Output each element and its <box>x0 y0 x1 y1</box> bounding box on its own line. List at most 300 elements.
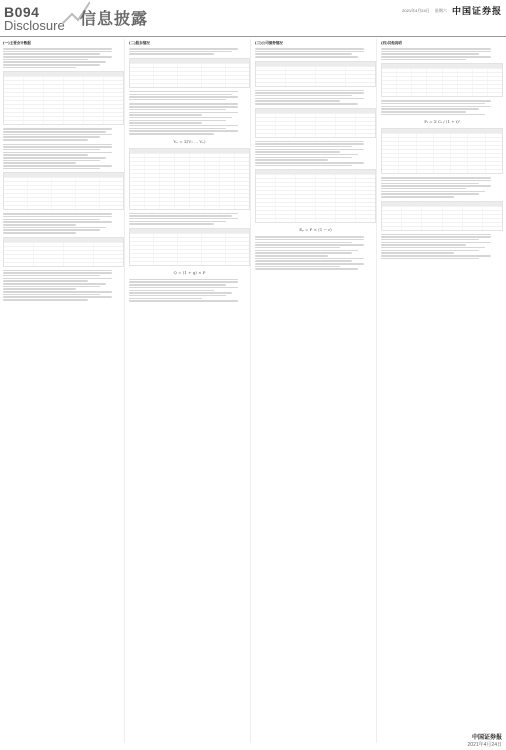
table-cell <box>130 84 154 87</box>
table-cell <box>256 79 286 82</box>
table-cell <box>356 183 375 186</box>
table-cell <box>412 81 427 84</box>
table-cell <box>64 251 94 254</box>
table-cell <box>4 263 34 266</box>
table-cell <box>52 182 76 185</box>
table-cell <box>468 146 485 149</box>
table-cell <box>316 114 336 117</box>
text-line <box>3 299 88 301</box>
table-row <box>382 133 502 137</box>
table-cell <box>205 190 220 193</box>
table-cell <box>175 202 190 205</box>
text-line <box>129 287 238 289</box>
table-cell <box>24 109 44 112</box>
table-cell <box>4 121 24 124</box>
table-cell <box>399 154 416 157</box>
table-cell <box>397 85 412 88</box>
table-cell <box>276 179 296 182</box>
table-cell <box>286 83 316 86</box>
text-line <box>129 281 238 283</box>
formula: Vₙ = Σ(V₁ … Vₙ) <box>173 138 206 144</box>
text-line <box>3 131 106 133</box>
text-line <box>3 152 112 154</box>
page-subtitle: Disclosure <box>4 18 65 33</box>
text-line <box>129 53 214 55</box>
table-cell <box>154 254 178 257</box>
table-cell <box>235 202 249 205</box>
text-line <box>381 244 466 246</box>
table-cell <box>76 190 100 193</box>
data-table <box>129 58 250 88</box>
table-row <box>4 116 123 120</box>
table-cell <box>226 246 249 249</box>
table-cell <box>382 158 399 161</box>
text-paragraph <box>3 128 124 140</box>
table-cell <box>276 134 296 137</box>
table-cell <box>202 250 226 253</box>
text-line <box>381 51 491 53</box>
table-row <box>256 82 375 86</box>
table-cell <box>100 182 123 185</box>
table-cell <box>44 105 64 108</box>
table-cell <box>64 93 84 96</box>
table-cell <box>76 178 100 181</box>
text-line <box>3 219 100 221</box>
table-cell <box>336 183 356 186</box>
table-row <box>130 83 249 87</box>
table-row <box>130 181 249 185</box>
table-cell <box>256 203 276 206</box>
table-cell <box>202 258 226 261</box>
table-cell <box>316 203 336 206</box>
text-line <box>255 143 364 145</box>
table-cell <box>84 101 104 104</box>
text-line <box>381 59 466 61</box>
table-cell <box>64 85 84 88</box>
text-paragraph <box>381 48 503 60</box>
table-cell <box>202 238 226 241</box>
text-line <box>255 51 364 53</box>
table-cell <box>84 121 104 124</box>
table-cell <box>336 191 356 194</box>
table-cell <box>356 126 375 129</box>
table-cell <box>488 89 502 92</box>
table-cell <box>382 77 397 80</box>
table-row <box>130 233 249 237</box>
text-line <box>3 67 76 69</box>
text-line <box>129 112 238 114</box>
table-row <box>382 157 502 161</box>
table-cell <box>4 97 24 100</box>
table-cell <box>130 262 154 265</box>
table-cell <box>145 154 160 157</box>
table-cell <box>4 113 24 116</box>
table-cell <box>402 227 422 230</box>
table-cell <box>346 75 375 78</box>
table-cell <box>382 73 397 76</box>
table-cell <box>422 223 442 226</box>
table-cell <box>434 138 451 141</box>
table-cell <box>336 207 356 210</box>
text-line <box>129 114 202 116</box>
text-line <box>3 216 112 218</box>
table-cell <box>256 215 276 218</box>
table-cell <box>145 178 160 181</box>
table-cell <box>190 154 205 157</box>
table-cell <box>226 76 249 79</box>
table-cell <box>235 190 249 193</box>
table-row <box>4 96 123 100</box>
table-cell <box>412 89 427 92</box>
table-row <box>4 201 123 205</box>
table-cell <box>34 263 64 266</box>
text-line <box>3 213 112 215</box>
table-cell <box>202 76 226 79</box>
table-row <box>130 197 249 201</box>
text-line <box>381 196 454 198</box>
table-cell <box>104 89 123 92</box>
text-paragraph <box>255 48 376 58</box>
table-cell <box>154 234 178 237</box>
table-row <box>382 206 502 210</box>
table-cell <box>316 195 336 198</box>
table-cell <box>256 195 276 198</box>
text-line <box>129 213 238 215</box>
table-cell <box>427 93 442 96</box>
table-cell <box>434 146 451 149</box>
text-line <box>255 141 364 143</box>
table-cell <box>130 80 154 83</box>
table-cell <box>84 109 104 112</box>
table-cell <box>356 219 375 222</box>
text-paragraph <box>3 144 124 170</box>
table-row <box>130 67 249 71</box>
table-row <box>4 246 123 250</box>
table-cell <box>382 142 399 145</box>
text-line <box>255 98 364 100</box>
table-cell <box>402 223 422 226</box>
table-cell <box>336 215 356 218</box>
table-row <box>130 245 249 249</box>
table-cell <box>84 117 104 120</box>
table-cell <box>100 194 123 197</box>
table-cell <box>220 202 235 205</box>
table-cell <box>443 219 463 222</box>
table-cell <box>488 85 502 88</box>
text-line <box>3 280 88 282</box>
table-cell <box>316 211 336 214</box>
table-cell <box>104 97 123 100</box>
table-row <box>256 218 375 222</box>
text-line <box>255 266 340 268</box>
table-cell <box>458 77 473 80</box>
table-row <box>130 237 249 241</box>
table-cell <box>256 175 276 178</box>
table-cell <box>397 93 412 96</box>
table-cell <box>104 85 123 88</box>
table-cell <box>382 162 399 165</box>
table-row <box>382 214 502 218</box>
table-cell <box>145 202 160 205</box>
table-cell <box>443 215 463 218</box>
text-line <box>381 247 485 249</box>
table-cell <box>316 75 346 78</box>
table-cell <box>412 69 427 72</box>
table-row <box>4 88 123 92</box>
text-line <box>3 157 106 159</box>
table-cell <box>488 77 502 80</box>
table-cell <box>256 75 286 78</box>
table-cell <box>175 158 190 161</box>
table-cell <box>4 259 34 262</box>
table-cell <box>145 190 160 193</box>
table-cell <box>190 174 205 177</box>
table-cell <box>296 187 316 190</box>
table-cell <box>130 68 154 71</box>
table-row <box>130 193 249 197</box>
table-cell <box>235 170 249 173</box>
table-cell <box>84 89 104 92</box>
table-cell <box>382 150 399 153</box>
table-row <box>130 79 249 83</box>
table-cell <box>256 114 276 117</box>
text-line <box>255 162 364 164</box>
table-cell <box>154 80 178 83</box>
text-line <box>3 154 88 156</box>
table-cell <box>64 97 84 100</box>
table-cell <box>100 186 123 189</box>
table-cell <box>130 170 145 173</box>
table-cell <box>458 93 473 96</box>
table-cell <box>130 258 154 261</box>
table-cell <box>256 207 276 210</box>
footer-edition: 中国证券报 <box>471 734 502 741</box>
table-cell <box>417 170 434 173</box>
table-cell <box>4 77 24 80</box>
table-cell <box>4 247 34 250</box>
table-cell <box>412 73 427 76</box>
table-cell <box>316 215 336 218</box>
table-cell <box>130 242 154 245</box>
text-line <box>129 99 226 101</box>
table-cell <box>175 162 190 165</box>
table-row <box>130 253 249 257</box>
text-line <box>3 227 106 229</box>
table-cell <box>463 207 483 210</box>
table-cell <box>202 242 226 245</box>
text-line <box>381 188 466 190</box>
table-cell <box>130 174 145 177</box>
table-cell <box>160 190 175 193</box>
table-cell <box>473 93 488 96</box>
text-line <box>381 252 454 254</box>
table-cell <box>220 186 235 189</box>
table-cell <box>382 223 402 226</box>
text-line <box>381 48 491 50</box>
table-cell <box>356 215 375 218</box>
table-cell <box>130 166 145 169</box>
table-cell <box>44 89 64 92</box>
table-row <box>382 76 502 80</box>
table-cell <box>434 150 451 153</box>
table-cell <box>4 243 34 246</box>
table-row <box>4 104 123 108</box>
text-line <box>381 250 479 252</box>
table-cell <box>205 194 220 197</box>
table-cell <box>382 215 402 218</box>
table-cell <box>220 170 235 173</box>
table-cell <box>473 73 488 76</box>
table-cell <box>422 207 442 210</box>
table-row <box>256 121 375 125</box>
table-cell <box>100 198 123 201</box>
table-cell <box>486 142 502 145</box>
table-row <box>130 165 249 169</box>
table-cell <box>190 202 205 205</box>
table-cell <box>104 117 123 120</box>
table-cell <box>190 194 205 197</box>
text-line <box>3 288 76 290</box>
table-row <box>256 113 375 117</box>
text-line <box>381 185 491 187</box>
table-cell <box>154 246 178 249</box>
text-line <box>129 284 226 286</box>
text-line <box>3 162 76 164</box>
table-cell <box>427 81 442 84</box>
table-cell <box>160 206 175 209</box>
text-line <box>381 242 491 244</box>
table-cell <box>145 206 160 209</box>
table-cell <box>190 158 205 161</box>
text-line <box>3 149 100 151</box>
table-cell <box>451 146 468 149</box>
table-cell <box>434 162 451 165</box>
table-cell <box>226 262 249 265</box>
text-line <box>129 218 238 220</box>
table-cell <box>175 174 190 177</box>
text-line <box>3 146 112 148</box>
table-cell <box>316 187 336 190</box>
table-cell <box>256 191 276 194</box>
text-line <box>381 236 491 238</box>
text-line <box>255 250 358 252</box>
table-cell <box>4 105 24 108</box>
table-row <box>256 174 375 178</box>
table-cell <box>296 207 316 210</box>
table-row <box>256 70 375 74</box>
table-cell <box>356 122 375 125</box>
table-cell <box>316 207 336 210</box>
table-cell <box>154 72 178 75</box>
table-cell <box>443 207 463 210</box>
table-cell <box>451 158 468 161</box>
table-cell <box>175 182 190 185</box>
table-row <box>4 185 123 189</box>
text-line <box>255 149 364 151</box>
table-cell <box>220 174 235 177</box>
table-cell <box>34 243 64 246</box>
table-cell <box>443 85 458 88</box>
table-cell <box>235 206 249 209</box>
table-cell <box>316 179 336 182</box>
table-cell <box>296 211 316 214</box>
text-line <box>381 100 491 102</box>
table-cell <box>382 207 402 210</box>
table-cell <box>160 174 175 177</box>
text-paragraph <box>381 177 503 197</box>
table-cell <box>417 150 434 153</box>
table-cell <box>160 186 175 189</box>
table-cell <box>202 72 226 75</box>
table-cell <box>24 93 44 96</box>
table-cell <box>154 76 178 79</box>
text-line <box>3 160 100 162</box>
table-cell <box>382 219 402 222</box>
table-row <box>130 249 249 253</box>
text-line <box>255 165 352 167</box>
table-cell <box>28 198 52 201</box>
table-cell <box>130 186 145 189</box>
table-row <box>4 181 123 185</box>
text-line <box>3 48 112 50</box>
table-cell <box>160 162 175 165</box>
data-table <box>381 128 503 174</box>
table-cell <box>64 101 84 104</box>
table-cell <box>202 80 226 83</box>
table-cell <box>296 215 316 218</box>
table-cell <box>104 101 123 104</box>
table-cell <box>443 227 463 230</box>
table-row <box>382 88 502 92</box>
text-line <box>3 51 112 53</box>
table-row <box>4 262 123 266</box>
table-cell <box>175 166 190 169</box>
text-line <box>129 48 238 50</box>
table-cell <box>434 170 451 173</box>
table-cell <box>190 198 205 201</box>
table-cell <box>451 166 468 169</box>
table-cell <box>296 183 316 186</box>
table-cell <box>473 89 488 92</box>
table-cell <box>276 122 296 125</box>
table-row <box>4 193 123 197</box>
text-line <box>3 139 88 141</box>
table-cell <box>190 170 205 173</box>
table-cell <box>154 258 178 261</box>
table-cell <box>220 162 235 165</box>
table-cell <box>64 89 84 92</box>
table-cell <box>356 114 375 117</box>
table-cell <box>468 154 485 157</box>
table-cell <box>160 198 175 201</box>
table-cell <box>130 246 154 249</box>
table-cell <box>399 166 416 169</box>
table-cell <box>34 255 64 258</box>
table-cell <box>397 81 412 84</box>
table-cell <box>205 174 220 177</box>
table-cell <box>427 85 442 88</box>
table-cell <box>226 258 249 261</box>
table-cell <box>178 246 202 249</box>
table-cell <box>94 255 123 258</box>
text-line <box>129 221 226 223</box>
table-cell <box>4 117 24 120</box>
table-cell <box>422 227 442 230</box>
table-cell <box>205 182 220 185</box>
table-cell <box>160 182 175 185</box>
table-cell <box>205 202 220 205</box>
table-cell <box>202 234 226 237</box>
